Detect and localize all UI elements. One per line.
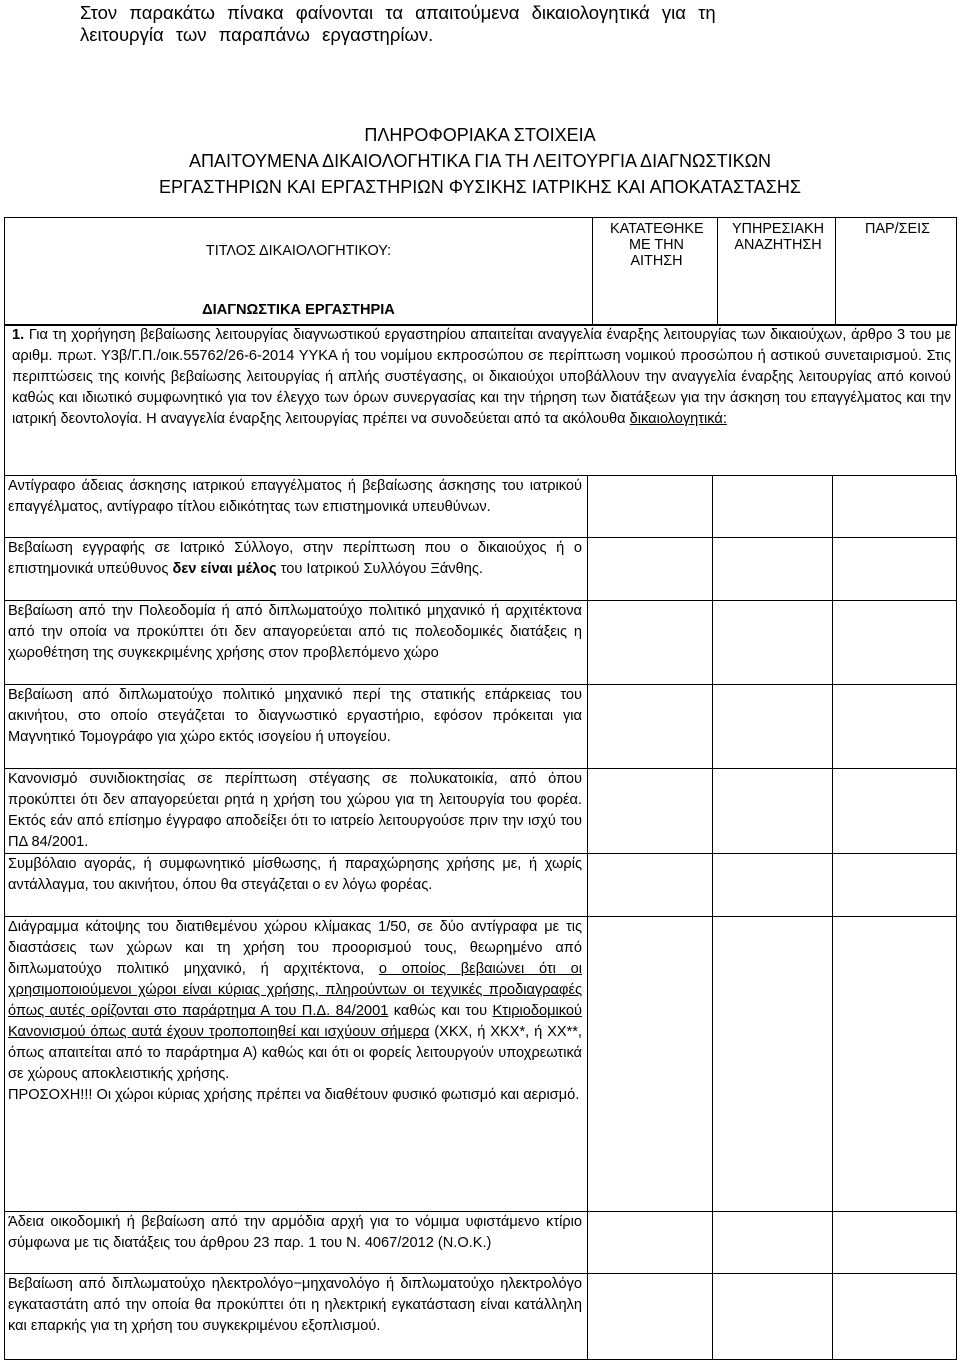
submitted-cell [588,685,713,769]
column-submitted-label: ΚΑΤΑΤΕΘΗΚΕ ΜΕ ΤΗΝ ΑΙΤΗΣΗ [610,221,704,269]
submitted-cell [588,1212,713,1274]
item-text: Βεβαίωση εγγραφής σε Ιατρικό Σύλλογο, στην περίπτωση που ο δικαιούχος ή ο επιστημονικά υπεύθυνος [8,540,582,577]
remarks-cell [833,1274,957,1360]
item-cell [5,476,588,538]
item-text-bold: δεν είναι μέλος [172,561,277,577]
heading-line-3: ΕΡΓΑΣΤΗΡΙΩΝ ΚΑΙ ΕΡΓΑΣΤΗΡΙΩΝ ΦΥΣΙΚΗΣ ΙΑΤΡΙΚΗΣ ΚΑΙ ΑΠΟΚΑΤΑΣΤΑΣΗΣ [158,177,801,197]
item-cell [5,538,588,601]
item-text-underlined: ο οποίος βεβαιώνει ότι οι χρησιμοποιούμενοι χώροι είναι κύριας χρήσης, πληρούντων οι τεχνικές προδιαγραφές όπως αυτές ορίζονται στο παράρτημα Α του Π.Δ. 84/2001 [8,961,582,1019]
remarks-cell [833,685,957,769]
column-remarks-label: ΠΑΡ/ΣΕΙΣ [865,221,930,237]
service-search-cell [713,854,833,917]
column-title-label: ΤΙΤΛΟΣ ΔΙΚΑΙΟΛΟΓΗΤΙΚΟΥ: [205,242,392,259]
remarks-cell [833,601,957,685]
table-row [5,601,957,685]
item-text: Βεβαίωση από διπλωματούχο ηλεκτρολόγο−μηχανολόγο ή διπλωματούχο ηλεκτρολόγο εγκαταστάτη από την οποία θα προκύπτει ότι η ηλεκτρική εγκατάσταση είναι κατάλληλη και επαρκής για τη χρήση του συγκεκριμένου εξοπλισμού. [8,1276,582,1334]
table-row [5,917,957,1212]
table-row [5,685,957,769]
submitted-cell [588,601,713,685]
item-text: καθώς και του [388,1003,493,1019]
item-text: Βεβαίωση από διπλωματούχο πολιτικό μηχανικό περί της στατικής επάρκειας του ακινήτου, στο οποίο στεγάζεται το διαγνωστικό εργαστήριο, εφόσον πρόκειται για Μαγνητικό Τομογράφο για χώρο εκτός ισογείου ή υπογείου. [8,687,582,745]
submitted-cell [588,917,713,1212]
item-text: Διάγραμμα κάτοψης του διατιθεμένου χώρου κλίμακας 1/50, σε δύο αντίγραφα με τις διαστάσεις των χώρων και τη χρήση του προορισμού τους, θεωρημένο από διπλωματούχο πολιτικό μηχανικό, ή αρχιτέκτονα, [8,919,582,977]
remarks-cell [833,538,957,601]
intro-paragraph [80,2,880,46]
item-cell [5,1212,588,1274]
table-row [5,769,957,854]
intro-line-1: Στον παρακάτω πίνακα φαίνονται τα απαιτούμενα δικαιολογητικά για τη [80,2,716,23]
column-service-search-label: ΥΠΗΡΕΣΙΑΚΗ ΑΝΑΖΗΤΗΣΗ [731,221,825,253]
submitted-cell [588,854,713,917]
service-search-cell [713,538,833,601]
item-cell [5,601,588,685]
heading-line-2: ΑΠΑΙΤΟΥΜΕΝΑ ΔΙΚΑΙΟΛΟΓΗΤΙΚΑ ΓΙΑ ΤΗ ΛΕΙΤΟΥΡΓΙΑ ΔΙΑΓΝΩΣΤΙΚΩΝ [188,151,772,171]
remarks-cell [833,476,957,538]
item-cell [5,1274,588,1360]
requirements-items-table [4,475,957,1360]
service-search-cell [713,1274,833,1360]
service-search-cell [713,1212,833,1274]
requirements-header-table [4,217,957,326]
table-row [5,854,957,917]
table-row [5,1274,957,1360]
item-text-underlined: Κτιριοδομικού Κανονισμού όπως αυτά έχουν τροποποιηθεί και ισχύουν σήμερα [8,1003,582,1040]
item-text: Συμβόλαιο αγοράς, ή συμφωνητικό μίσθωσης, ή παραχώρησης χρήσης με, ή χωρίς αντάλλαγμα, του ακινήτου, όπου θα στεγάζεται ο εν λόγω φορέας. [8,856,582,893]
table-row [5,1212,957,1274]
item-cell [5,917,588,1212]
header-cell-remarks [836,218,957,326]
submitted-cell [588,769,713,854]
heading-line-1: ΠΛΗΡΟΦΟΡΙΑΚΑ ΣΤΟΙΧΕΙΑ [364,125,596,145]
intro-line-2: λειτουργία των παραπάνω εργαστηρίων. [80,24,434,45]
item-text: (ΧΚΧ, ή ΧΚΧ*, ή ΧΧ**, όπως απαιτείται από το παράρτημα Α) καθώς και ότι οι φορείς λειτουργούν υποχρεωτικά σε χώρους αποκλειστικής χρήσης. [8,1024,582,1082]
header-cell-submitted [593,218,718,326]
remarks-cell [833,917,957,1212]
table-row [5,476,957,538]
section-title: ΔΙΑΓΝΩΣΤΙΚΑ ΕΡΓΑΣΤΗΡΙΑ [202,301,395,318]
service-search-cell [713,769,833,854]
paragraph-text-underlined: δικαιολογητικά: [629,411,727,427]
header-cell-title [5,218,593,326]
requirements-paragraph [5,325,956,476]
item-warning-text: ΠΡΟΣΟΧΗ!!! Οι χώροι κύριας χρήσης πρέπει να διαθέτουν φυσικό φωτισμό και αερισμό. [8,1087,580,1103]
paragraph-text: Για τη χορήγηση βεβαίωσης λειτουργίας διαγνωστικού εργαστηρίου απαιτείται αναγγελία έναρξης λειτουργίας των δικαιούχων, άρθρο 3 του με αριθμ. πρωτ. Υ3β/Γ.Π./οικ.55762/26-6-2014 ΥΥΚΑ ή του νομίμου εκπροσώπου σε περίπτωση νομικού προσώπου ή αστικού συνεταιρισμού. Στις περιπτώσεις της κοινής βεβαίωσης λειτουργίας ή απλής συστέγασης, οι δικαιούχοι υποβάλλουν την αναγγελία έναρξης λειτουργίας από κοινού καθώς και ιδιωτικό συμφωνητικό για τον έλεγχο των όρων συνεργασίας και την τήρηση των διατάξεων για την άσκηση του επαγγέλματος και την ιατρική δεοντολογία. Η αναγγελία έναρξης λειτουργίας πρέπει να συνοδεύεται από τα ακόλουθα [12,327,951,427]
header-cell-service-search [718,218,836,326]
item-text: του Ιατρικού Συλλόγου Ξάνθης. [276,561,483,577]
document-heading [0,122,960,200]
item-text: Αντίγραφο άδειας άσκησης ιατρικού επαγγέλματος ή βεβαίωσης άσκησης του ιατρικού επαγγέλματος, αντίγραφο τίτλου ειδικότητας των επιστημονικά υπευθύνων. [8,478,582,515]
item-cell [5,685,588,769]
item-text: Άδεια οικοδομική ή βεβαίωση από την αρμόδια αρχή για το νόμιμα υφιστάμενο κτίριο σύμφωνα με τις διατάξεις του άρθρου 23 παρ. 1 του Ν. 4067/2012 (Ν.Ο.Κ.) [8,1214,582,1251]
service-search-cell [713,476,833,538]
service-search-cell [713,917,833,1212]
remarks-cell [833,1212,957,1274]
item-cell [5,854,588,917]
item-text: Βεβαίωση από την Πολεοδομία ή από διπλωματούχο πολιτικό μηχανικό ή αρχιτέκτονα από την οποία να προκύπτει ότι δεν απαγορεύεται από τις πολεοδομικές διατάξεις η χωροθέτηση της συγκεκριμένης χρήσης στον προβλεπόμενο χώρο [8,603,582,661]
submitted-cell [588,538,713,601]
table-row [5,538,957,601]
item-text: Κανονισμό συνιδιοκτησίας σε περίπτωση στέγασης σε πολυκατοικία, από όπου προκύπτει ότι δεν απαγορεύεται ρητά η χρήση του χώρου για τη λειτουργία του φορέα. Εκτός εάν από επίσημο έγγραφο αποδείξει ότι το ιατρείο λειτουργούσε πριν την ισχύ του ΠΔ 84/2001. [8,771,582,850]
service-search-cell [713,601,833,685]
submitted-cell [588,1274,713,1360]
item-cell [5,769,588,854]
service-search-cell [713,685,833,769]
paragraph-table [4,324,956,476]
remarks-cell [833,854,957,917]
remarks-cell [833,769,957,854]
paragraph-number: 1. [12,327,25,343]
submitted-cell [588,476,713,538]
